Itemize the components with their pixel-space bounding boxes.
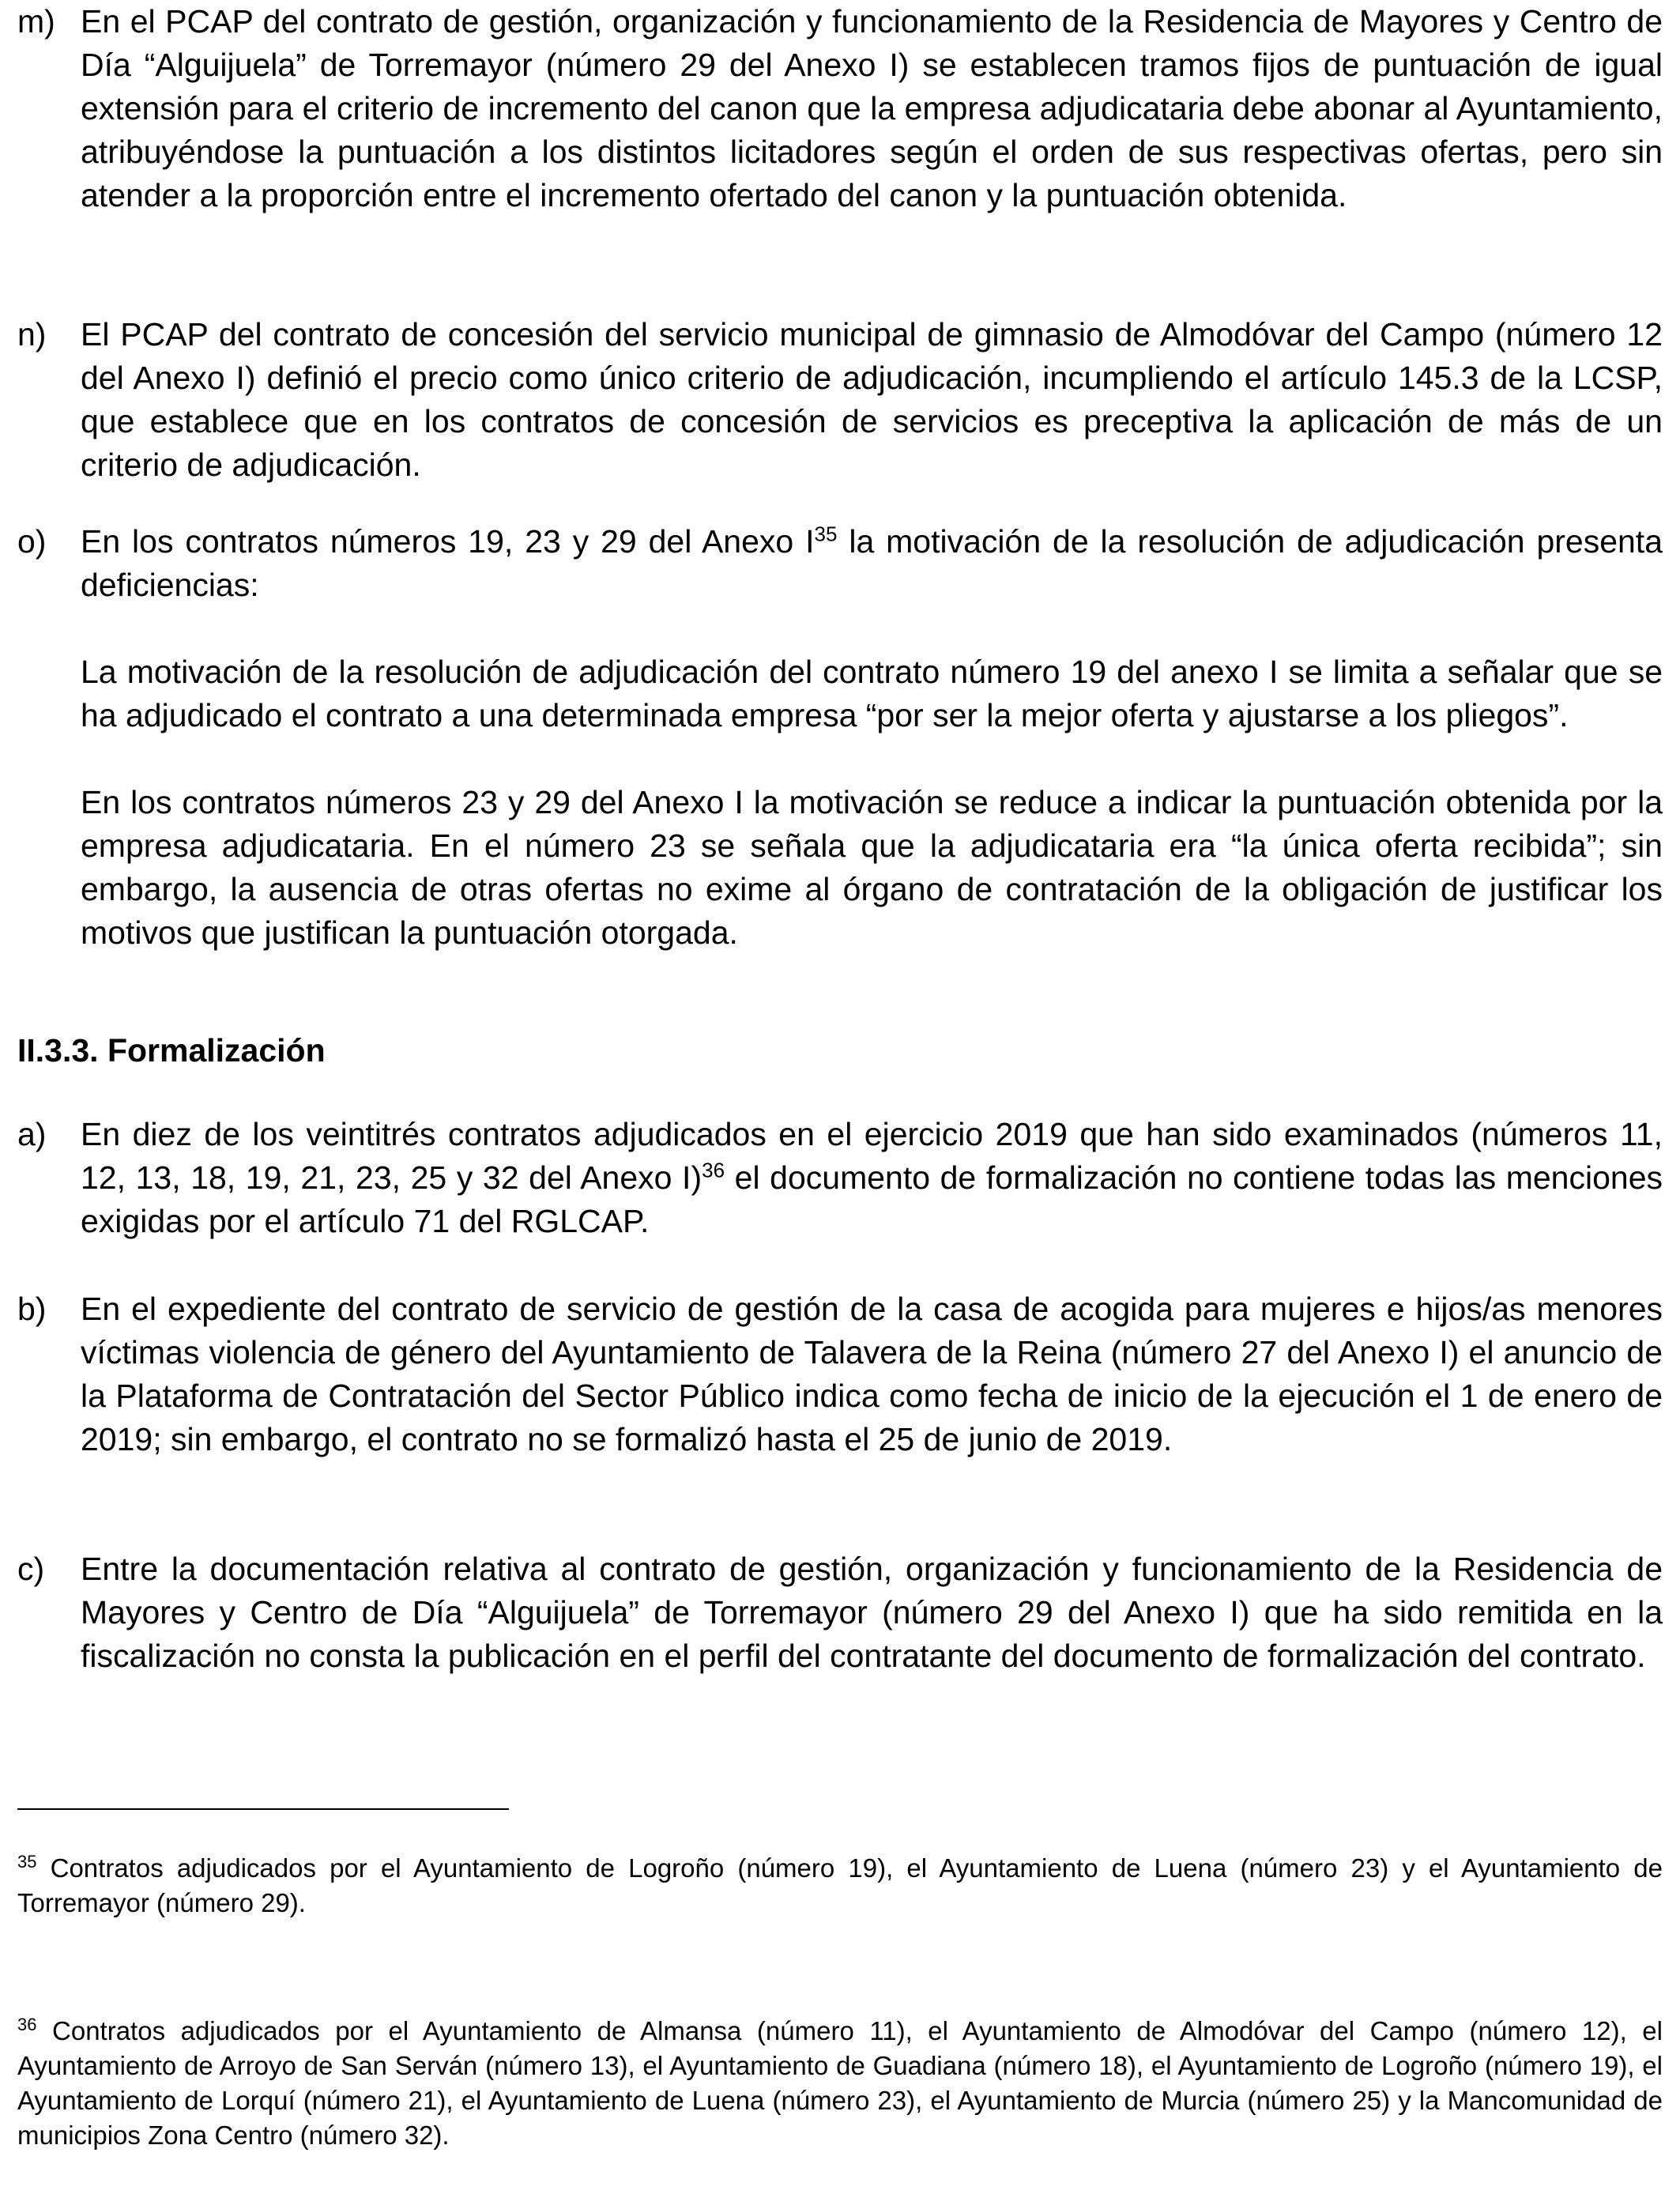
footnote-divider [17,1808,509,1810]
list-marker: c) [17,1551,45,1587]
paragraph: La motivación de la resolución de adjudicación del contrato número 19 del anexo I se limita a señalar que se ha adjudicado el contrato a una determinada empresa “por ser la mejor oferta y ajustarse a los pliegos”. [81,654,1663,733]
footnote-number: 36 [17,2015,37,2034]
list-item-b [17,1287,1663,1461]
paragraph: En los contratos números 23 y 29 del Anexo I la motivación se reduce a indicar la puntuación obtenida por la empresa adjudicataria. En el número 23 se señala que la adjudicataria era “la única oferta recibida”; sin embargo, la ausencia de otras ofertas no exime al órgano de contratación de la obligación de justificar los motivos que justifican la puntuación otorgada. [81,784,1663,951]
list-marker: n) [17,316,47,352]
list-item-a [17,1113,1663,1243]
list-marker: o) [17,523,47,560]
intro-text: En los contratos números 19, 23 y 29 del Anexo I [81,523,815,560]
paragraph: El PCAP del contrato de concesión del servicio municipal de gimnasio de Almodóvar del Campo (número 12 del Anexo I) definió el precio como único criterio de adjudicación, incumpliendo el artículo 145.3 de la LCSP, que establece que en los contratos de concesión de servicios es preceptiva la aplicación de más de un criterio de adjudicación. [81,316,1663,483]
list-item-o [17,520,1663,955]
footnote-text: Contratos adjudicados por el Ayuntamiento de Logroño (número 19), el Ayuntamiento de Luena (número 23) y el Ayuntamiento de Torremayor (número 29). [17,1853,1663,1917]
footnote-reference-35[interactable]: 35 [814,522,838,546]
footnote-35 [17,1851,1663,1921]
item-text: En diez de los veintitrés contratos adjudicados en el ejercicio 2019 que han sido examinados (números 11, 12, 13, 18, 19, 21, 23, 25 y 32 del Anexo I) [81,1116,1663,1196]
list-item-m [17,0,1663,217]
footnote-text: Contratos adjudicados por el Ayuntamiento de Almansa (número 11), el Ayuntamiento de Almodóvar del Campo (número 12), el Ayuntamiento de Arroyo de San Serván (número 13), el Ayuntamiento de Guadiana (número 18), el Ayuntamiento de Logroño (número 19), el Ayuntamiento de Lorquí (número 21), el Ayuntamiento de Luena (número 23), el Ayuntamiento de Murcia (número 25) y la Mancomunidad de municipios Zona Centro (número 32). [17,2016,1663,2150]
list-item-c [17,1547,1663,1678]
paragraph [81,1113,1663,1243]
paragraph: En el expediente del contrato de servicio de gestión de la casa de acogida para mujeres e hijos/as menores víctimas violencia de género del Ayuntamiento de Talavera de la Reina (número 27 del Anexo I) el anuncio de la Plataforma de Contratación del Sector Público indica como fecha de inicio de la ejecución el 1 de enero de 2019; sin embargo, el contrato no se formalizó hasta el 25 de junio de 2019. [81,1291,1663,1457]
item-text-continued: el documento de formalización no contiene todas las menciones exigidas por el artículo 71 del RGLCAP. [81,1159,1663,1239]
list-item-n [17,313,1663,487]
paragraph-intro [81,520,1663,607]
list-marker: m) [17,3,55,40]
list-marker: a) [17,1116,47,1152]
list-marker: b) [17,1291,47,1327]
intro-text-continued: la motivación de la resolución de adjudicación presenta deficiencias: [81,523,1663,603]
footnote-36 [17,2014,1663,2153]
paragraph: Entre la documentación relativa al contrato de gestión, organización y funcionamiento de la Residencia de Mayores y Centro de Día “Alguijuela” de Torremayor (número 29 del Anexo I) que ha sido remitida en la fiscalización no consta la publicación en el perfil del contratante del documento de formalización del contrato. [81,1551,1663,1674]
footnote-reference-36[interactable]: 36 [702,1158,725,1182]
footnote-number: 35 [17,1852,37,1872]
paragraph: En el PCAP del contrato de gestión, organización y funcionamiento de la Residencia de Mayores y Centro de Día “Alguijuela” de Torremayor (número 29 del Anexo I) se establecen tramos fijos de puntuación de igual extensión para el criterio de incremento del canon que la empresa adjudicataria debe abonar al Ayuntamiento, atribuyéndose la puntuación a los distintos licitadores según el orden de sus respectivas ofertas, pero sin atender a la proporción entre el incremento ofertado del canon y la puntuación obtenida. [81,3,1663,213]
section-heading: II.3.3. Formalización [17,1032,326,1069]
